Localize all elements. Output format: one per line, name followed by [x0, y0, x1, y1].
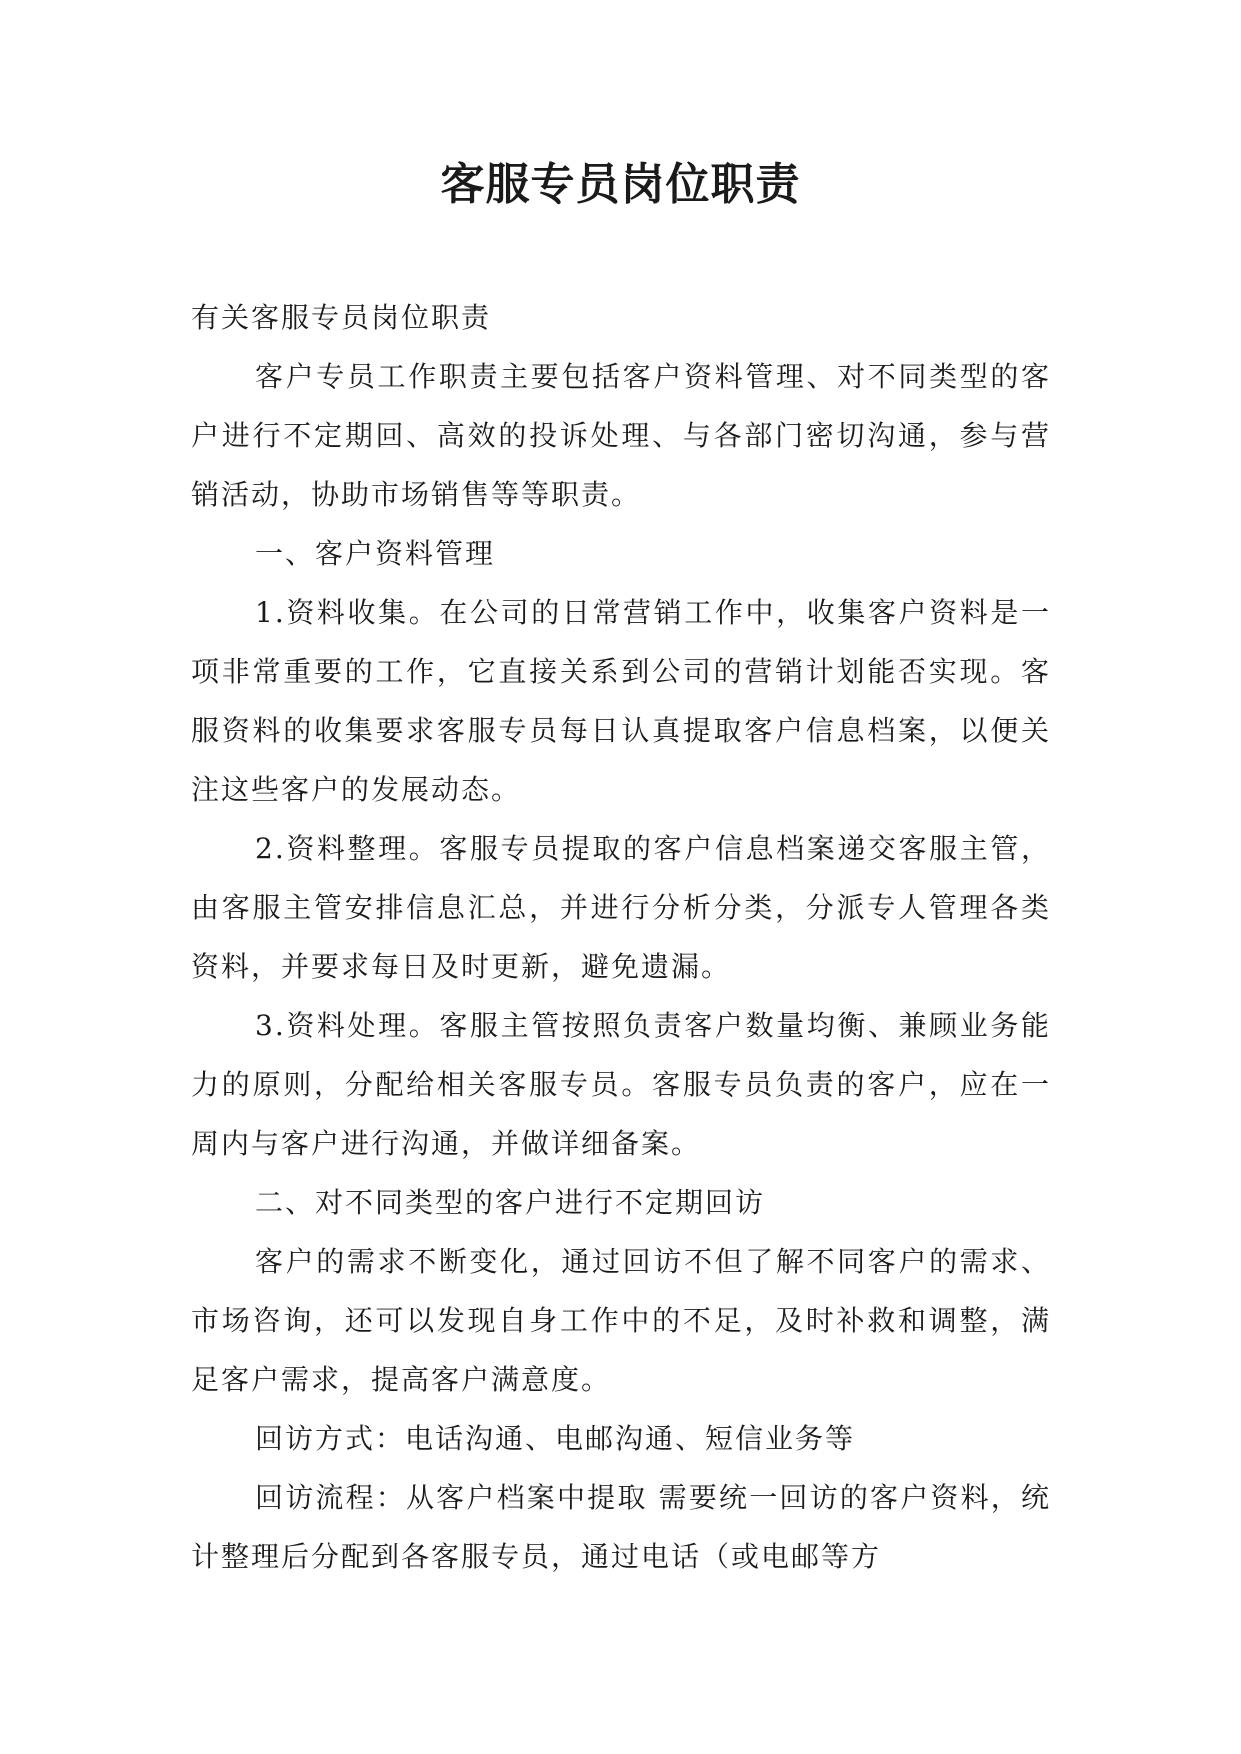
section-heading-2: 二、对不同类型的客户进行不定期回访 — [255, 1186, 766, 1219]
paragraph-revisit-intro: 客户的需求不断变化，通过回访不但了解不同客户的需求、市场咨询，还可以发现自身工作中的不足，及时补救和调整，满足客户需求，提高客户满意度。 — [191, 1245, 1051, 1396]
paragraph-intro: 客户专员工作职责主要包括客户资料管理、对不同类型的客户进行不定期回、高效的投诉处理、与各部门密切沟通，参与营销活动，协助市场销售等等职责。 — [191, 360, 1051, 511]
paragraph-subtitle: 有关客服专员岗位职责 — [191, 301, 492, 334]
document-body — [191, 288, 1051, 1586]
paragraph-revisit-methods: 回访方式：电话沟通、电邮沟通、短信业务等 — [255, 1422, 856, 1455]
section-heading-1: 一、客户资料管理 — [255, 537, 496, 570]
paragraph-item-2: 2.资料整理。客服专员提取的客户信息档案递交客服主管，由客服主管安排信息汇总，并进行分析分类，分派专人管理各类资料，并要求每日及时更新，避免遗漏。 — [191, 832, 1051, 983]
document-title: 客服专员岗位职责 — [440, 159, 801, 210]
paragraph-item-1: 1.资料收集。在公司的日常营销工作中，收集客户资料是一项非常重要的工作，它直接关系到公司的营销计划能否实现。客服资料的收集要求客服专员每日认真提取客户信息档案，以便关注这些客户的发展动态。 — [191, 596, 1051, 806]
paragraph-revisit-process: 回访流程：从客户档案中提取 需要统一回访的客户资料，统计整理后分配到各客服专员，通过电话（或电邮等方 — [191, 1481, 1051, 1573]
paragraph-item-3: 3.资料处理。客服主管按照负责客户数量均衡、兼顾业务能力的原则，分配给相关客服专员。客服专员负责的客户，应在一周内与客户进行沟通，并做详细备案。 — [191, 1009, 1051, 1160]
